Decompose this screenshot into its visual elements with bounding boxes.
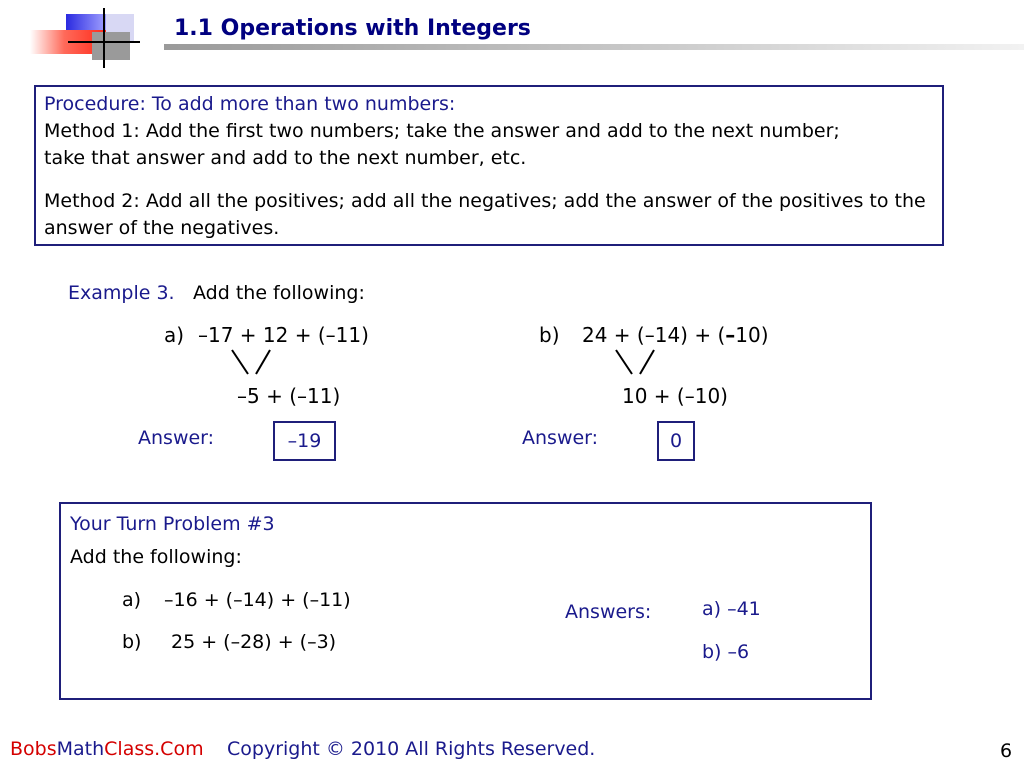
example-a-answer-label: Answer: <box>138 427 215 449</box>
example-label: Example 3. <box>68 282 175 304</box>
method1-line1: Method 1: Add the first two numbers; take the answer and add to the next number; <box>44 120 840 142</box>
example-b-expression-start: 24 + (–14) + ( <box>582 323 726 347</box>
example-b-expression <box>582 323 769 347</box>
example-a-step: –5 + (–11) <box>237 384 341 408</box>
example-b-answer-label: Answer: <box>522 427 599 449</box>
your-turn-problem-b: 25 + (–28) + (–3) <box>171 631 337 653</box>
procedure-heading: Procedure: To add more than two numbers: <box>44 93 456 115</box>
page-number: 6 <box>1000 740 1013 762</box>
your-turn-answer-b: b) –6 <box>702 641 750 663</box>
footer-brand-class: Class.Com <box>104 738 204 760</box>
example-a-combine-lines <box>226 348 276 378</box>
example-b-combine-lines <box>610 348 660 378</box>
method2-text: Method 2: Add all the positives; add all the negatives; add the answer of the positives to the answer of the negatives. <box>44 190 926 239</box>
example-b-answer-box: 0 <box>657 421 695 461</box>
your-turn-problem-a-label: a) <box>122 589 142 611</box>
example-b-expression-bold: – <box>725 323 736 347</box>
example-b-label: b) <box>539 323 560 347</box>
footer-brand-math: Math <box>56 738 105 760</box>
header-decoration <box>0 0 200 72</box>
footer-copyright: Copyright © 2010 All Rights Reserved. <box>227 738 596 760</box>
example-b-expression-end: 10) <box>735 323 769 347</box>
your-turn-answers-label: Answers: <box>565 601 652 623</box>
your-turn-title: Your Turn Problem #3 <box>70 513 275 535</box>
your-turn-problem-b-label: b) <box>122 631 142 653</box>
your-turn-instruction: Add the following: <box>70 546 242 568</box>
example-a-expression: –17 + 12 + (–11) <box>198 323 369 347</box>
method1-line2: take that answer and add to the next number, etc. <box>44 147 527 169</box>
your-turn-problem-a: –16 + (–14) + (–11) <box>164 589 351 611</box>
example-a-answer-box: –19 <box>273 421 336 461</box>
footer-brand-bobs: Bobs <box>10 738 57 760</box>
example-b-step: 10 + (–10) <box>622 384 728 408</box>
example-instruction: Add the following: <box>193 282 365 304</box>
your-turn-answer-a: a) –41 <box>702 598 761 620</box>
example-a-label: a) <box>164 323 185 347</box>
page-title: 1.1 Operations with Integers <box>174 16 531 41</box>
title-rule <box>164 44 1024 50</box>
footer-brand <box>10 738 204 760</box>
